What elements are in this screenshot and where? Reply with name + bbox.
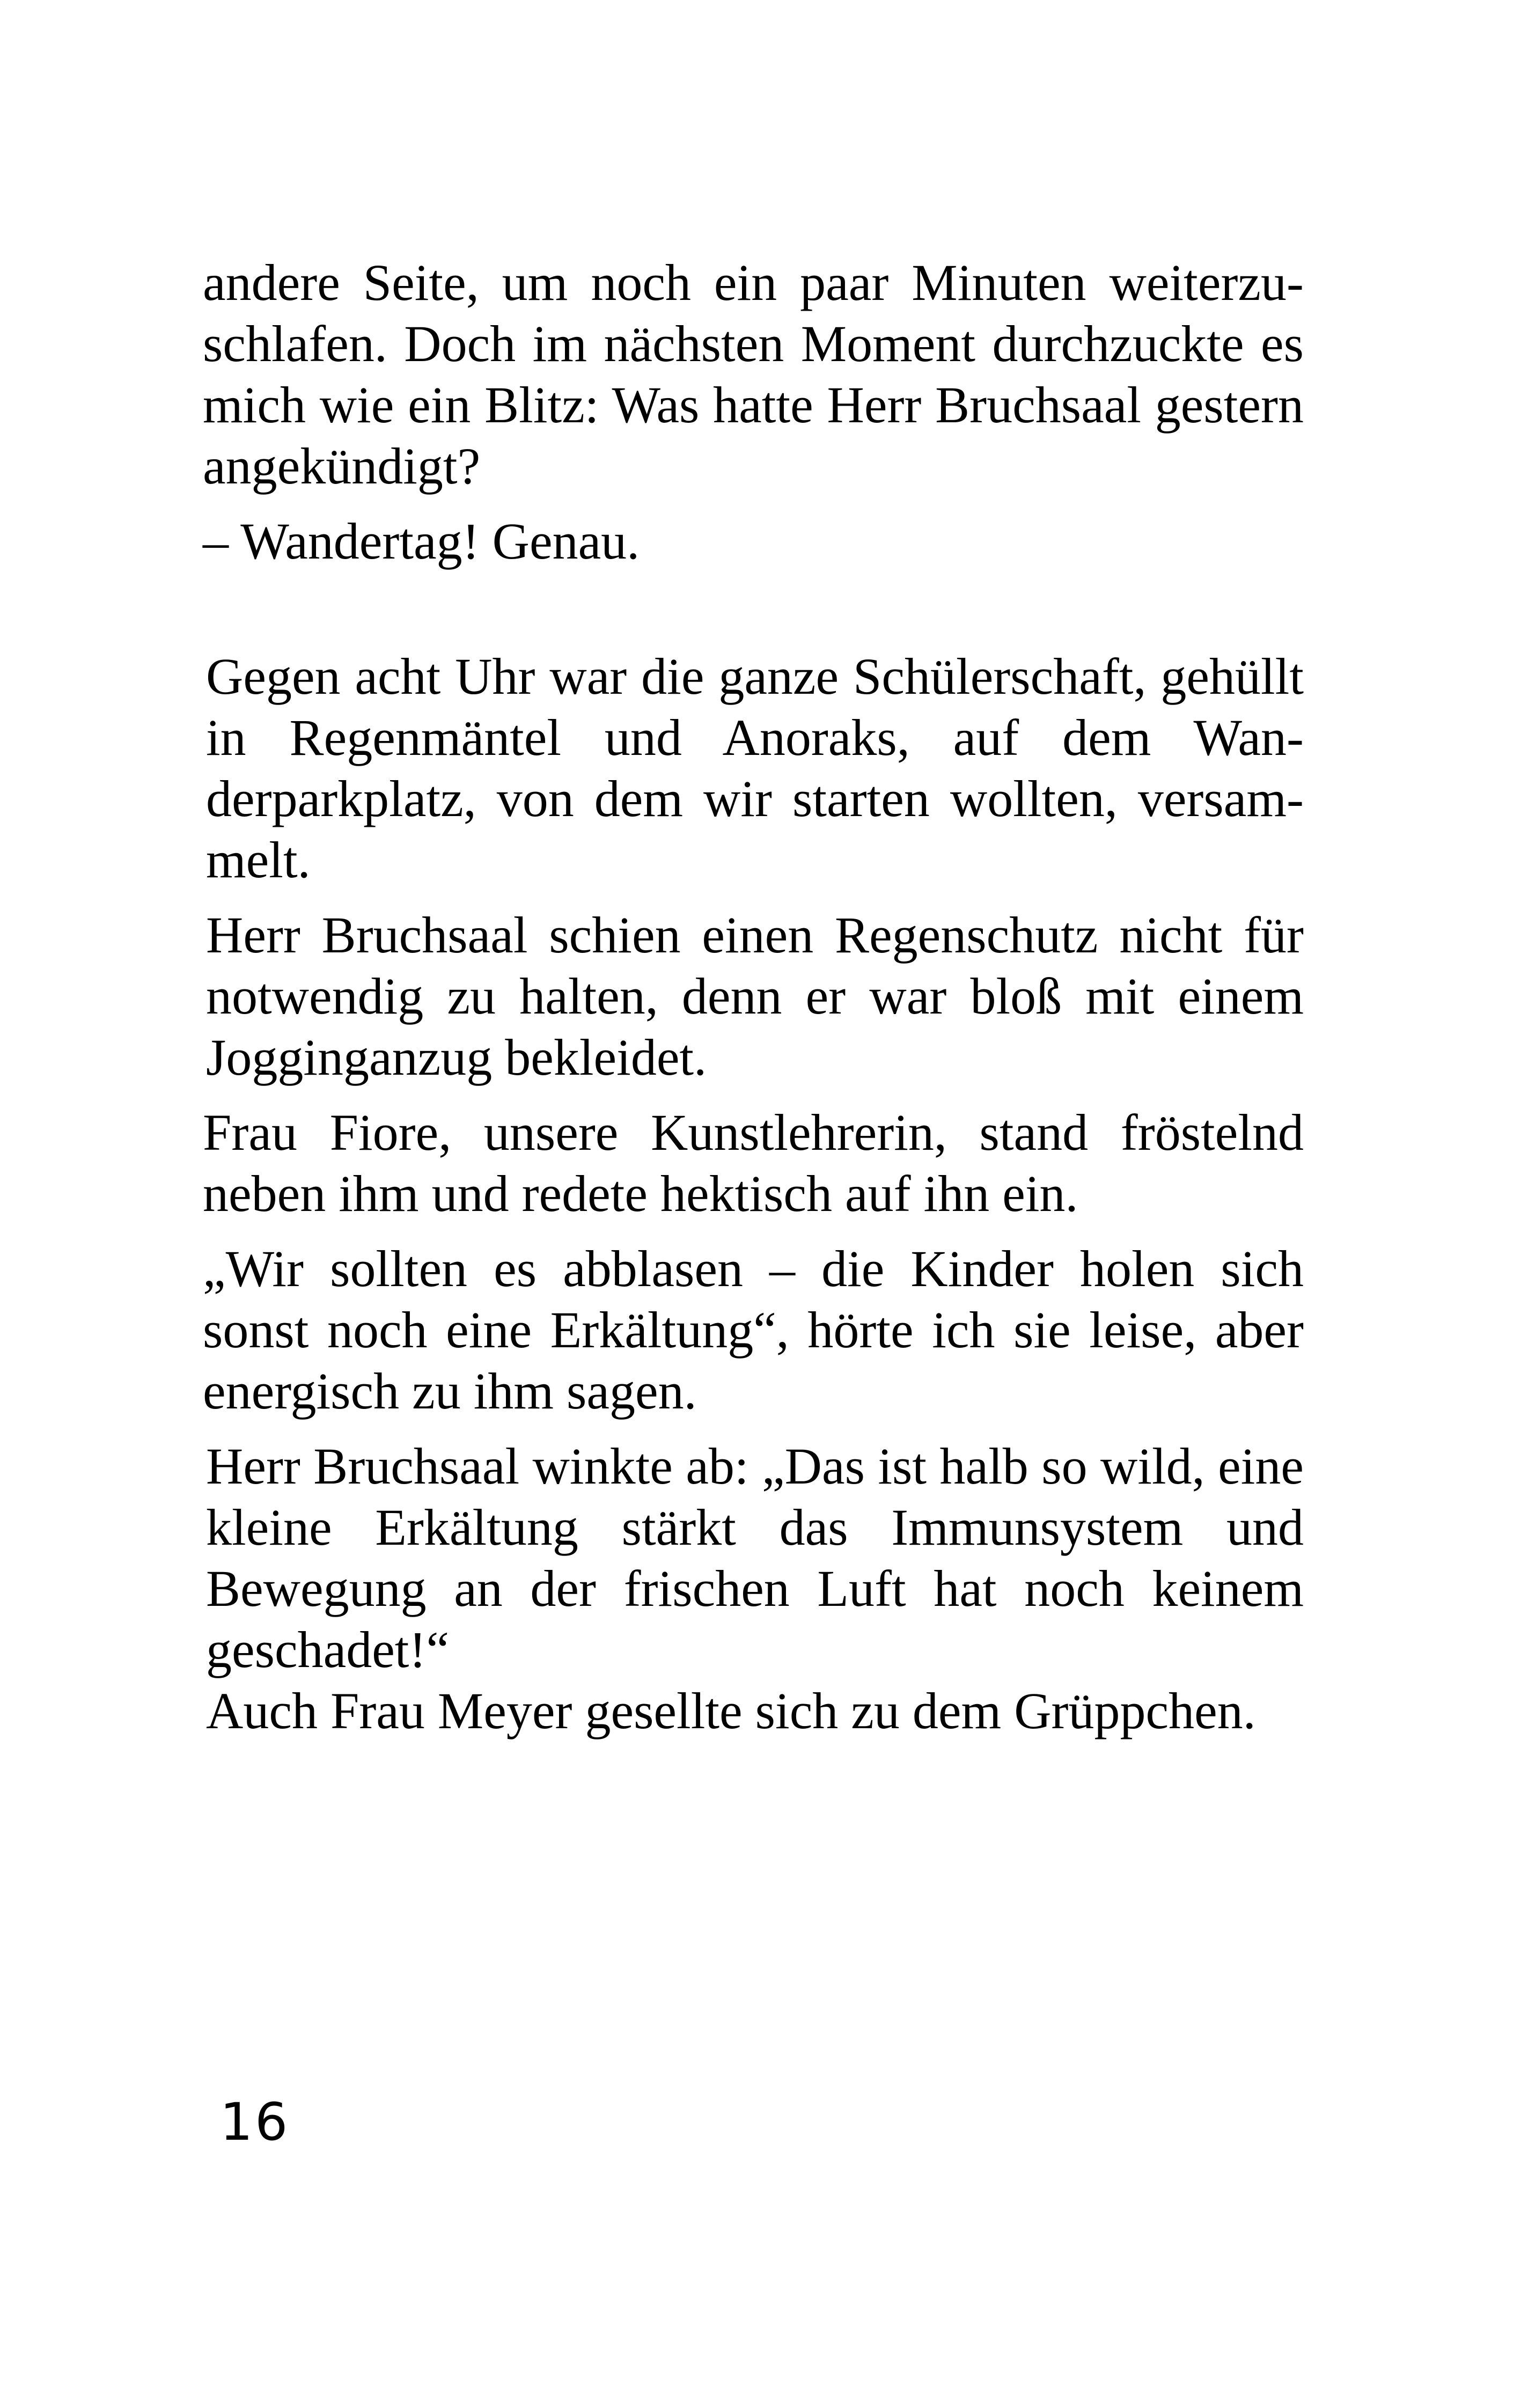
paragraph: Herr Bruchsaal winkte ab: „Das ist halb so wild, eine kleine Erkältung stärkt das Immunsystem und Bewegung an der frischen Luft hat noch keinem geschadet!“: [206, 1437, 1304, 1678]
paragraph: Gegen acht Uhr war die ganze Schülerschaft, gehüllt in Regenmäntel und Anoraks, auf dem Wanderparkplatz, von dem wir starten wollten, versammelt.: [206, 648, 1304, 889]
paragraph: Auch Frau Meyer gesellte sich zu dem Grüppchen.: [206, 1682, 1256, 1739]
paragraph: „Wir sollten es abblasen – die Kinder holen sich sonst noch eine Erkältung“, hörte ich sie leise, aber energisch zu ihm sagen.: [203, 1240, 1304, 1420]
page-number: 16: [220, 2092, 290, 2152]
body-text: [203, 252, 1304, 1756]
paragraph: Herr Bruchsaal schien einen Regenschutz nicht für notwendig zu halten, denn er war bloß mit einem Jogginganzug bekleidet.: [206, 906, 1304, 1086]
paragraph: andere Seite, um noch ein paar Minuten weiterzuschlafen. Doch im nächsten Moment durchzuckte es mich wie ein Blitz: Was hatte Herr Bruchsaal gestern angekündigt?: [203, 254, 1304, 495]
paragraph: Frau Fiore, unsere Kunstlehrerin, stand fröstelnd neben ihm und redete hektisch auf ihn ein.: [203, 1104, 1304, 1222]
paragraph: – Wandertag! Genau.: [203, 512, 640, 570]
